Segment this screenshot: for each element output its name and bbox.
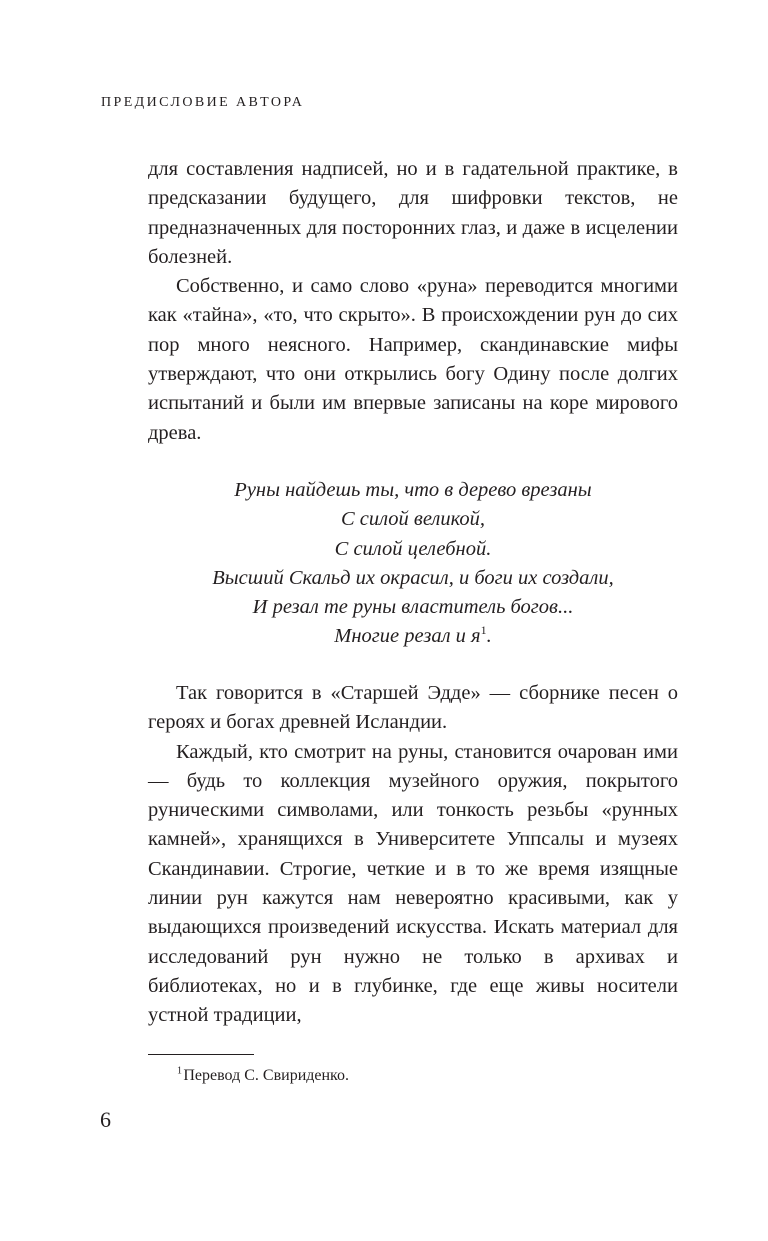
paragraph-fascination: Каждый, кто смотрит на руны, становится очарован ими — будь то коллекция музейного оружия, покрытого руническими символами, или тонкость резьбы «рунных камней», хранящихся в Университете Уппсалы и музеях Скандинавии. Строгие, четкие и в то же время изящные линии рун кажутся нам невероятно красивыми, как у выдающихся произведений искусства. Искать материал для исследований рун нужно не только в архивах и библиотеках, но и в глубинке, где еще живы носители устной традиции, [148, 740, 678, 1027]
poem-line-last [148, 622, 678, 651]
paragraph-continuation: для составления надписей, но и в гадательной практике, в предсказании будущего, для шифровки текстов, не предназначенных для посторонних глаз, и даже в исцелении болезней. [148, 158, 678, 268]
poem-line-text: Многие резал и я [334, 625, 481, 648]
paragraph-elder-edda: Так говорится в «Старшей Эдде» — сборнике песен о героях и богах древней Исландии. [148, 682, 678, 734]
poem-line: Руны найдешь ты, что в дерево врезаны [234, 479, 592, 501]
footnote-text: Перевод С. Свириденко. [183, 1067, 350, 1084]
poem-line: С силой великой, [340, 508, 486, 531]
poem-quote [148, 476, 678, 652]
footnote-divider [148, 1054, 254, 1055]
footnote [177, 1065, 349, 1087]
body-text-top [148, 155, 678, 448]
poem-line: Высший Скальд их окрасил, и боги их создали, [212, 566, 614, 589]
footnote-marker: 1 [177, 1065, 182, 1077]
running-head: ПРЕДИСЛОВИЕ АВТОРА [101, 95, 305, 110]
footnote-reference: 1 [480, 623, 487, 638]
poem-line: И резал те руны властитель богов... [252, 596, 574, 619]
paragraph-rune-word: Собственно, и само слово «руна» переводится многими как «тайна», «то, что скрыто». В происхождении рун до сих пор много неясного. Например, скандинавские мифы утверждают, что они открылись богу Одину после долгих испытаний и были им впервые записаны на коре мирового древа. [148, 275, 678, 444]
body-text-bottom [148, 679, 678, 1031]
page-number: 6 [100, 1107, 111, 1132]
poem-line-period: . [486, 625, 492, 648]
poem-line: С силой целебной. [334, 537, 492, 560]
